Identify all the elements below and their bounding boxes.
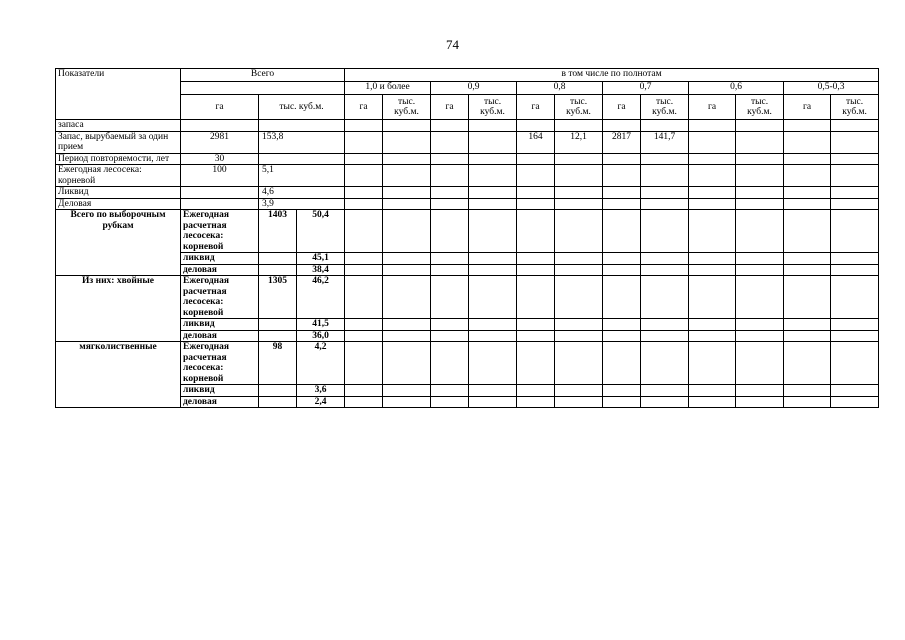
row-label: Ежегодная лесосека: корневой xyxy=(56,165,181,187)
density-cell xyxy=(689,198,736,210)
density-cell xyxy=(555,253,603,265)
density-cell xyxy=(469,198,517,210)
density-cell xyxy=(383,253,431,265)
density-cell xyxy=(603,342,641,385)
density-cell xyxy=(555,210,603,253)
density-cell xyxy=(831,120,879,132)
density-cell xyxy=(469,253,517,265)
density-cell xyxy=(603,330,641,342)
density-cell xyxy=(383,131,431,153)
density-cell xyxy=(469,330,517,342)
density-cell xyxy=(469,165,517,187)
density-cell xyxy=(555,342,603,385)
density-cell: 12,1 xyxy=(555,131,603,153)
density-cell xyxy=(431,253,469,265)
density-cell xyxy=(603,264,641,276)
density-cell xyxy=(603,153,641,165)
density-cell xyxy=(383,385,431,397)
density-cell xyxy=(431,330,469,342)
density-cell xyxy=(641,253,689,265)
density-cell xyxy=(345,131,383,153)
density-cell xyxy=(641,198,689,210)
density-cell xyxy=(736,210,784,253)
density-cell xyxy=(641,264,689,276)
density-cell xyxy=(784,120,831,132)
header-density-4: 0,7 xyxy=(603,82,689,95)
unit-density-4-ha: га xyxy=(603,95,641,120)
row-label: запаса xyxy=(56,120,181,132)
density-cell xyxy=(431,264,469,276)
total-ha-cell: 30 xyxy=(181,153,259,165)
row-label: Период повторяемости, лет xyxy=(56,153,181,165)
density-cell xyxy=(784,165,831,187)
density-cell xyxy=(517,385,555,397)
density-cell xyxy=(469,276,517,319)
density-cell xyxy=(689,396,736,408)
density-cell xyxy=(431,210,469,253)
density-cell xyxy=(517,342,555,385)
density-cell xyxy=(431,198,469,210)
density-cell xyxy=(517,187,555,199)
density-cell xyxy=(383,153,431,165)
density-cell xyxy=(689,253,736,265)
density-cell xyxy=(431,342,469,385)
density-cell xyxy=(736,153,784,165)
density-cell xyxy=(469,319,517,331)
density-cell xyxy=(831,342,879,385)
density-cell xyxy=(736,264,784,276)
density-cell xyxy=(831,210,879,253)
row-label: Деловая xyxy=(56,198,181,210)
group-ha-cell xyxy=(259,396,297,408)
unit-density-3-volume: тыс. куб.м. xyxy=(555,95,603,120)
density-cell xyxy=(603,120,641,132)
density-cell xyxy=(736,342,784,385)
density-cell xyxy=(345,264,383,276)
density-cell xyxy=(784,385,831,397)
sub-label: деловая xyxy=(181,264,259,276)
density-cell xyxy=(689,187,736,199)
sub-label: ликвид xyxy=(181,319,259,331)
density-cell xyxy=(784,153,831,165)
density-cell xyxy=(555,319,603,331)
total-volume-cell: 4,6 xyxy=(259,187,345,199)
table-row xyxy=(56,276,879,319)
density-cell xyxy=(345,253,383,265)
table-row xyxy=(56,198,879,210)
total-volume-cell xyxy=(259,120,345,132)
density-cell xyxy=(469,120,517,132)
density-cell xyxy=(431,396,469,408)
density-cell: 141,7 xyxy=(641,131,689,153)
header-indicators: Показатели xyxy=(56,69,181,120)
density-cell xyxy=(431,385,469,397)
density-cell xyxy=(555,165,603,187)
density-cell xyxy=(431,276,469,319)
density-cell xyxy=(517,330,555,342)
density-cell xyxy=(736,187,784,199)
total-volume-cell xyxy=(259,153,345,165)
density-cell xyxy=(345,342,383,385)
density-cell xyxy=(469,131,517,153)
density-cell xyxy=(641,396,689,408)
density-cell xyxy=(736,120,784,132)
density-cell xyxy=(517,319,555,331)
group-volume-cell: 3,6 xyxy=(297,385,345,397)
density-cell xyxy=(784,264,831,276)
density-cell xyxy=(383,198,431,210)
density-cell xyxy=(603,187,641,199)
density-cell xyxy=(831,131,879,153)
density-cell xyxy=(603,198,641,210)
group-ha-cell xyxy=(259,264,297,276)
density-cell xyxy=(383,319,431,331)
density-cell xyxy=(736,131,784,153)
density-cell xyxy=(345,120,383,132)
density-cell xyxy=(603,165,641,187)
sub-label: деловая xyxy=(181,396,259,408)
density-cell xyxy=(383,165,431,187)
sub-label: Ежегодная расчетная лесосека: корневой xyxy=(181,276,259,319)
density-cell xyxy=(345,396,383,408)
unit-density-5-volume: тыс. куб.м. xyxy=(736,95,784,120)
density-cell xyxy=(641,330,689,342)
density-cell xyxy=(641,385,689,397)
density-cell: 164 xyxy=(517,131,555,153)
density-cell xyxy=(345,210,383,253)
density-cell xyxy=(689,319,736,331)
density-cell xyxy=(736,198,784,210)
density-cell xyxy=(345,276,383,319)
density-cell xyxy=(345,187,383,199)
density-cell xyxy=(555,330,603,342)
density-cell xyxy=(431,319,469,331)
density-cell xyxy=(831,319,879,331)
group-label: Всего по выборочным рубкам xyxy=(56,210,181,276)
table-row xyxy=(56,342,879,385)
density-cell xyxy=(555,385,603,397)
sub-label: деловая xyxy=(181,330,259,342)
density-cell xyxy=(784,131,831,153)
group-volume-cell: 4,2 xyxy=(297,342,345,385)
unit-total-ha: га xyxy=(181,95,259,120)
density-cell xyxy=(736,319,784,331)
density-cell xyxy=(555,153,603,165)
density-cell xyxy=(603,253,641,265)
density-cell xyxy=(689,276,736,319)
unit-density-3-ha: га xyxy=(517,95,555,120)
density-cell xyxy=(736,330,784,342)
density-cell xyxy=(784,187,831,199)
density-cell xyxy=(345,153,383,165)
density-cell xyxy=(431,153,469,165)
table-row xyxy=(56,187,879,199)
header-total-spacer xyxy=(181,82,345,95)
row-label: Ликвид xyxy=(56,187,181,199)
density-cell xyxy=(517,198,555,210)
density-cell xyxy=(784,396,831,408)
density-cell xyxy=(345,385,383,397)
density-cell xyxy=(469,153,517,165)
density-cell xyxy=(736,385,784,397)
density-cell xyxy=(784,319,831,331)
density-cell xyxy=(641,342,689,385)
group-label: Из них: хвойные xyxy=(56,276,181,342)
density-cell xyxy=(689,165,736,187)
group-volume-cell: 50,4 xyxy=(297,210,345,253)
unit-total-volume: тыс. куб.м. xyxy=(259,95,345,120)
unit-density-6-volume: тыс. куб.м. xyxy=(831,95,879,120)
density-cell xyxy=(383,210,431,253)
unit-density-2-volume: тыс. куб.м. xyxy=(469,95,517,120)
density-cell xyxy=(736,396,784,408)
density-cell xyxy=(431,120,469,132)
density-cell xyxy=(736,276,784,319)
density-cell xyxy=(517,165,555,187)
group-ha-cell xyxy=(259,319,297,331)
header-density-5: 0,6 xyxy=(689,82,784,95)
density-cell xyxy=(383,330,431,342)
density-cell xyxy=(469,385,517,397)
group-ha-cell: 1305 xyxy=(259,276,297,319)
unit-density-5-ha: га xyxy=(689,95,736,120)
density-cell xyxy=(517,276,555,319)
header-incl-density: в том числе по полнотам xyxy=(345,69,879,82)
density-cell xyxy=(689,153,736,165)
table-row xyxy=(56,165,879,187)
density-cell xyxy=(784,198,831,210)
total-ha-cell xyxy=(181,120,259,132)
group-volume-cell: 45,1 xyxy=(297,253,345,265)
density-cell xyxy=(784,210,831,253)
unit-density-1-ha: га xyxy=(345,95,383,120)
density-cell xyxy=(345,319,383,331)
density-cell xyxy=(603,210,641,253)
density-cell xyxy=(431,187,469,199)
group-volume-cell: 2,4 xyxy=(297,396,345,408)
density-cell xyxy=(831,396,879,408)
density-cell xyxy=(689,330,736,342)
density-cell xyxy=(831,198,879,210)
density-cell xyxy=(831,264,879,276)
density-cell xyxy=(517,264,555,276)
density-cell xyxy=(689,210,736,253)
table-row xyxy=(56,131,879,153)
sub-label: ликвид xyxy=(181,253,259,265)
group-ha-cell xyxy=(259,385,297,397)
group-ha-cell: 98 xyxy=(259,342,297,385)
density-cell xyxy=(383,276,431,319)
density-cell xyxy=(831,253,879,265)
density-cell xyxy=(517,253,555,265)
page-number: 74 xyxy=(446,37,459,52)
group-ha-cell xyxy=(259,330,297,342)
density-cell xyxy=(517,120,555,132)
density-cell xyxy=(689,120,736,132)
density-cell xyxy=(736,165,784,187)
density-cell xyxy=(784,330,831,342)
total-volume-cell: 3,9 xyxy=(259,198,345,210)
density-cell xyxy=(555,120,603,132)
sub-label: Ежегодная расчетная лесосека: корневой xyxy=(181,342,259,385)
group-ha-cell xyxy=(259,253,297,265)
header-density-6: 0,5-0,3 xyxy=(784,82,879,95)
density-cell xyxy=(345,330,383,342)
density-cell xyxy=(555,187,603,199)
density-cell xyxy=(736,253,784,265)
total-volume-cell: 5,1 xyxy=(259,165,345,187)
density-cell xyxy=(431,131,469,153)
density-cell xyxy=(831,153,879,165)
table-row xyxy=(56,120,879,132)
density-cell xyxy=(641,165,689,187)
density-cell xyxy=(345,165,383,187)
density-cell xyxy=(603,396,641,408)
density-cell xyxy=(831,276,879,319)
sub-label: Ежегодная расчетная лесосека: корневой xyxy=(181,210,259,253)
group-ha-cell: 1403 xyxy=(259,210,297,253)
density-cell xyxy=(517,210,555,253)
density-cell xyxy=(784,253,831,265)
density-cell xyxy=(517,396,555,408)
group-volume-cell: 36,0 xyxy=(297,330,345,342)
density-cell xyxy=(784,276,831,319)
density-cell xyxy=(831,385,879,397)
density-cell xyxy=(555,198,603,210)
density-cell xyxy=(689,131,736,153)
total-volume-cell: 153,8 xyxy=(259,131,345,153)
density-cell xyxy=(555,396,603,408)
density-cell xyxy=(431,165,469,187)
group-label: мягколиственные xyxy=(56,342,181,408)
density-cell xyxy=(689,385,736,397)
density-cell xyxy=(469,210,517,253)
total-ha-cell: 100 xyxy=(181,165,259,187)
unit-density-4-volume: тыс. куб.м. xyxy=(641,95,689,120)
table-row xyxy=(56,210,879,253)
density-cell xyxy=(689,264,736,276)
density-cell xyxy=(555,264,603,276)
forest-cutting-table xyxy=(55,68,879,408)
density-cell xyxy=(641,276,689,319)
density-cell xyxy=(383,342,431,385)
density-cell xyxy=(517,153,555,165)
density-cell xyxy=(345,198,383,210)
density-cell xyxy=(469,264,517,276)
density-cell xyxy=(469,396,517,408)
total-ha-cell xyxy=(181,198,259,210)
density-cell xyxy=(383,187,431,199)
unit-density-6-ha: га xyxy=(784,95,831,120)
density-cell xyxy=(641,187,689,199)
density-cell xyxy=(469,342,517,385)
density-cell xyxy=(831,165,879,187)
density-cell xyxy=(641,120,689,132)
unit-density-2-ha: га xyxy=(431,95,469,120)
total-ha-cell xyxy=(181,187,259,199)
density-cell xyxy=(383,396,431,408)
density-cell: 2817 xyxy=(603,131,641,153)
group-volume-cell: 38,4 xyxy=(297,264,345,276)
header-density-3: 0,8 xyxy=(517,82,603,95)
density-cell xyxy=(831,330,879,342)
density-cell xyxy=(603,276,641,319)
group-volume-cell: 46,2 xyxy=(297,276,345,319)
density-cell xyxy=(383,264,431,276)
density-cell xyxy=(641,210,689,253)
header-total: Всего xyxy=(181,69,345,82)
density-cell xyxy=(469,187,517,199)
density-cell xyxy=(555,276,603,319)
total-ha-cell: 2981 xyxy=(181,131,259,153)
density-cell xyxy=(689,342,736,385)
density-cell xyxy=(603,319,641,331)
header-density-1: 1,0 и более xyxy=(345,82,431,95)
density-cell xyxy=(383,120,431,132)
unit-density-1-volume: тыс. куб.м. xyxy=(383,95,431,120)
density-cell xyxy=(603,385,641,397)
density-cell xyxy=(784,342,831,385)
group-volume-cell: 41,5 xyxy=(297,319,345,331)
density-cell xyxy=(641,153,689,165)
header-density-2: 0,9 xyxy=(431,82,517,95)
table-row xyxy=(56,153,879,165)
row-label: Запас, вырубаемый за один прием xyxy=(56,131,181,153)
density-cell xyxy=(641,319,689,331)
density-cell xyxy=(831,187,879,199)
sub-label: ликвид xyxy=(181,385,259,397)
